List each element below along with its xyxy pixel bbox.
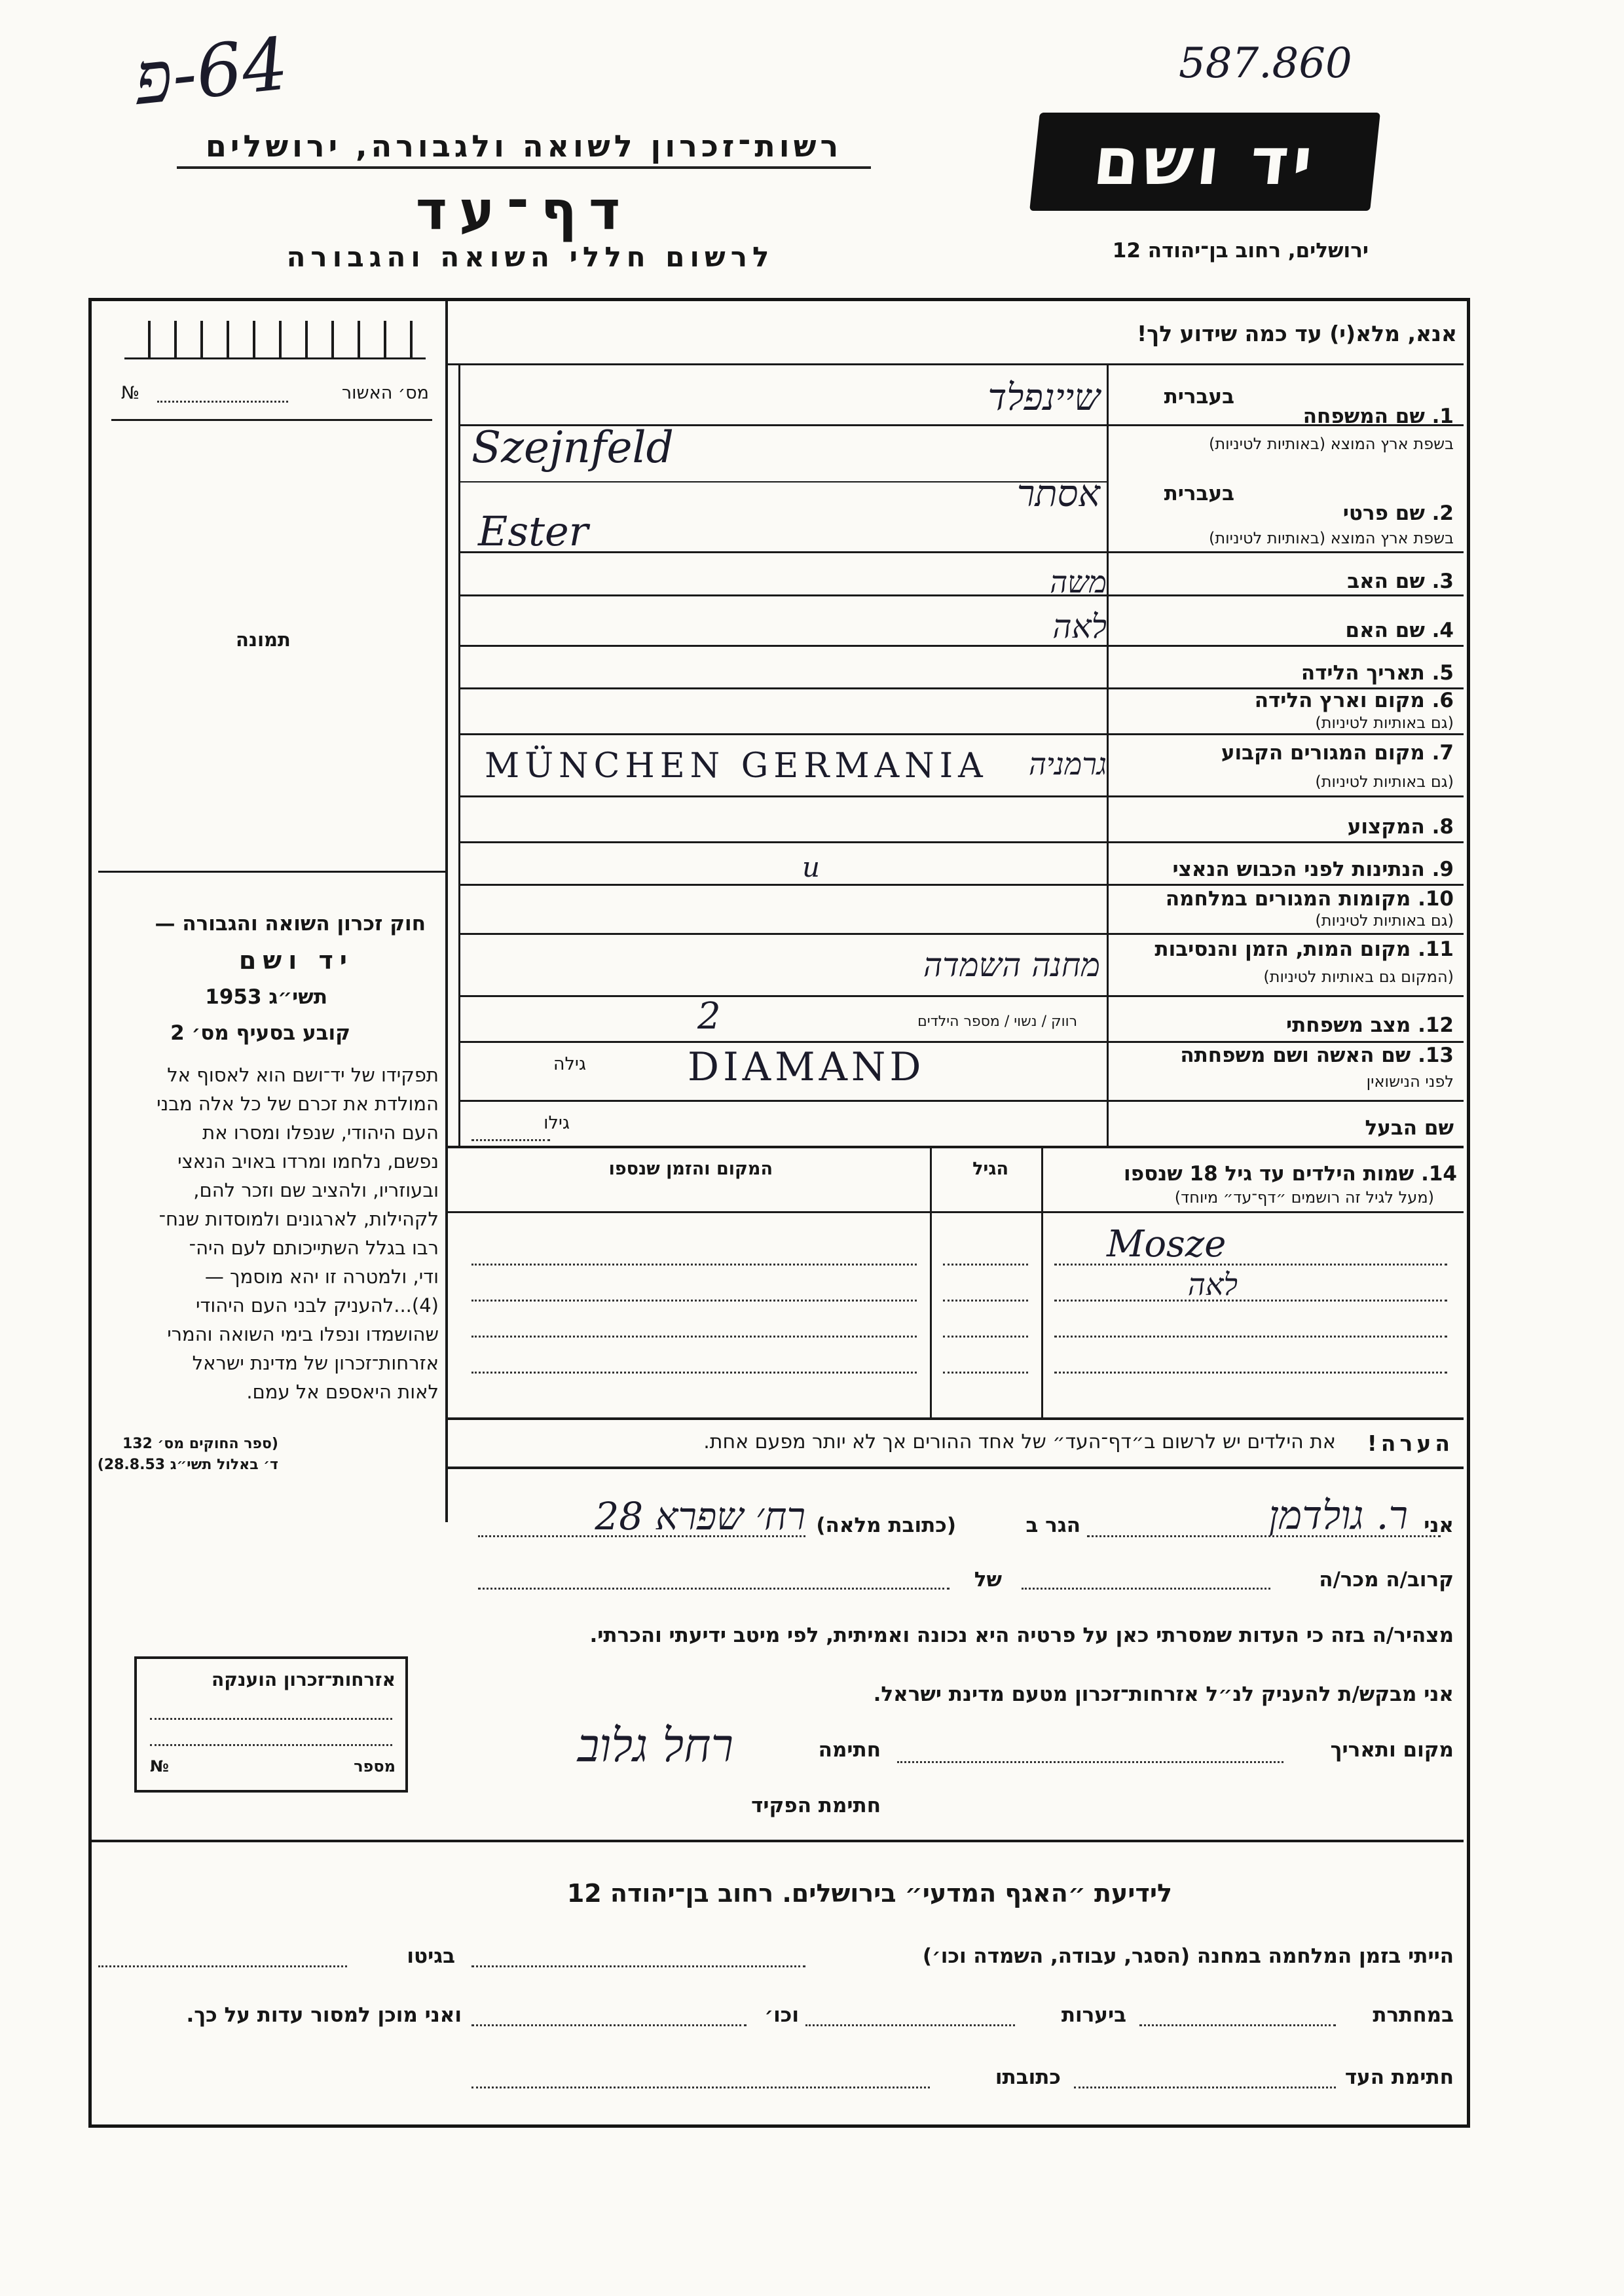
field-9-label: 9. הנתינות לפני הכבוש הנאצי [1172,858,1454,881]
intro-instruction: אנא, מלא(י) עד כמה שידוע לך! [1137,321,1457,346]
cert-number-label: מס׳ האשור [341,383,429,403]
law-line: לאות היאספם אל עמם. [246,1381,439,1403]
surname-hebrew: שיינפלד [987,376,1100,419]
field-1-sub: בשפת ארץ המוצא (באותיות לטיניות) [1209,435,1454,453]
field-2-label: 2. שם פרטי [1342,501,1454,525]
corner-note: 64-פ [130,22,292,121]
declaration-full-address: (כתובת מלאה) [816,1514,956,1537]
note-label: הערה! [1367,1430,1454,1456]
authority-line: רשות־זכרון לשואה ולגבורה, ירושלים [177,128,871,169]
first-name-latin: Ester [478,507,589,555]
field-7-sub: (גם באותיות לטיניות) [1315,773,1454,791]
law-line: לקהילות, לארגונים ולמוסדות שנח־ [158,1208,439,1230]
law-line: שהושמדו ונפלו בימי השואה והמרי [167,1323,439,1345]
field-13-label: 13. שם האשה ושם משפחתה [1180,1044,1454,1067]
husband-label: שם הבעל [1365,1116,1454,1140]
residence-hebrew: גרמניה [1028,746,1107,782]
field-1-hebrew: בעברית [1164,385,1234,409]
field-1-label: 1. שם המשפחה [1302,405,1454,428]
field-2-hebrew: בעברית [1164,482,1234,505]
field-3-label: 3. שם האב [1347,570,1454,593]
field-10-sub: (גם באותיות לטיניות) [1315,911,1454,930]
child-1-name: Mosze [1107,1223,1227,1266]
declaration-i: אני [1424,1514,1454,1537]
footer-ghetto: בגיטו [407,1944,455,1968]
field-7-label: 7. מקום המגורים הקבוע [1221,741,1454,765]
surname-latin: Szejnfeld [471,422,674,473]
box-no-mark: № [150,1757,169,1776]
field-8-label: 8. המקצוע [1347,815,1454,839]
field-5-label: 5. תאריך הלידה [1301,661,1454,685]
children-sub: (מעל לגיל זה רושמים ״דף־עד״ מיוחד) [1174,1188,1434,1207]
field-10-label: 10. מקומות המגורים במלחמה [1165,887,1454,911]
footer-camp-line: הייתי בזמן המלחמה במחנה (הסגר, עבודה, השמדה וכו׳) [922,1944,1454,1968]
declaration-resides: הגר ב [1025,1514,1080,1537]
children-label: 14. שמות הילדים עד גיל 18 שנספו [1124,1162,1457,1186]
children-count: 2 [697,995,721,1038]
law-line: ודי, ולמטרה זו יהא מוסמך — [204,1266,439,1288]
footer-ready: ואני מוכן למסור עדות על כך. [186,2003,462,2027]
header-address: ירושלים, רחוב בן־יהודה 12 [1112,239,1369,263]
law-line: (4)...להעניק לבני העם היהודי [196,1294,439,1317]
declaration-request: אני מבקש/ת להעניק לנ״ל אזרחות־זכרון מטעם מדינת ישראל. [873,1683,1454,1706]
footer-etc: וכו׳ [764,2003,799,2027]
husband-age-label: גילו [544,1113,570,1133]
field-13-sub: לפני הנישואין [1366,1072,1454,1091]
field-11-sub: (המקום גם באותיות לטיניות) [1263,968,1454,986]
field-12-options: רווק / נשוי / מספר הילדים [917,1013,1077,1030]
law-line: העם היהודי, שנפלו ומסרו את [202,1121,439,1144]
box-title: אזרחות־זכרון הוענקה [212,1669,396,1690]
place-date-label: מקום ותאריך [1330,1738,1454,1762]
death-place: מחנה השמדה [923,946,1100,984]
declaration-of: של [974,1568,1002,1592]
law-title: חוק זכרון השואה והגבורה — [155,912,426,936]
footer-witness-signature: חתימת העד [1344,2066,1454,2089]
witness-name: ר. גולדמן [1268,1493,1408,1539]
official-signature-label: חתימת הפקיד [751,1794,881,1817]
citizenship-mark: u [802,851,821,883]
wife-age-label: גילה [553,1054,586,1074]
witness-address: רח׳ שפרא 28 [595,1494,805,1539]
law-line: המולדת את זכרם של כל אלה מבני [157,1093,439,1115]
law-line: תפקידו של יד־ושם הוא לאסוף אל [167,1064,439,1086]
law-clause: קובע בסעיף מס׳ 2 [170,1021,350,1045]
child-2-name: לאה [1187,1267,1238,1302]
footer-underground: במחתרת [1373,2003,1454,2027]
field-11-label: 11. מקום המות, הזמן והנסיבות [1154,938,1454,961]
declaration-relative: קרוב/ה מכר/ה [1319,1568,1454,1592]
field-12-label: 12. מצב משפחתי [1285,1013,1454,1037]
field-6-label: 6. מקום וארץ הלידה [1254,689,1454,712]
photo-label: תמונה [236,629,291,651]
law-line: רבו בגלל השתייכותם לעם היה־ [189,1237,439,1259]
law-year: תשי״ג 1953 [205,985,327,1009]
cert-no-mark: № [121,383,140,403]
wife-maiden-name: DIAMAND [688,1044,925,1090]
cert-number-bars [124,321,426,360]
first-name-hebrew: אסתר [1016,473,1100,515]
declaration-statement: מצהיר/ה בזה כי העדות שמסרתי כאן על פרטיה היא נכונה ואמיתית, לפי מיטב ידיעתי והכרתי. [589,1624,1454,1647]
memorial-citizenship-box [134,1656,408,1793]
logo-text: יד ושם [1090,123,1320,200]
footer-forests: ביערות [1061,2003,1126,2027]
father-name: משה [1050,564,1107,600]
form-title: דף־עד [415,180,633,242]
law-line: נפשם, נלחמו ומרדו באויב הנאצי [177,1150,439,1173]
archive-number: 587.860 [1179,39,1352,88]
mother-name: לאה [1052,608,1107,646]
note-text: את הילדים יש לרשום ב״דף־העד״ של אחד ההורים אך לא יותר מפעם אחת. [703,1430,1336,1453]
field-6-sub: (גם באותיות לטיניות) [1315,714,1454,732]
field-4-label: 4. שם האם [1345,619,1454,642]
law-text [98,1061,439,1427]
footer-heading: לידיעת ״האגף המדעי״ בירושלים. רחוב בן־יהודה 12 [566,1879,1172,1908]
signature-label: חתימה [818,1738,881,1762]
sidebar-divider [445,301,448,1522]
footer-address: כתובתו [995,2066,1061,2089]
yad-vashem-logo [1029,113,1380,211]
law-line: ובעוזריו, ולהציב שם וזכר להם, [193,1179,439,1201]
col-place-label: המקום והזמן שנספו [608,1159,773,1179]
residence-latin: MÜNCHEN GERMANIA [485,746,988,786]
box-number-label: מספר [354,1757,396,1776]
field-2-sub: בשפת ארץ המוצא (באותיות לטיניות) [1209,529,1454,547]
gazette-ref: (ספר החוקים מס׳ 132 [122,1436,278,1452]
witness-signature: רחל גלוב [577,1719,733,1772]
gazette-date: ד׳ באלול תשי״ג 28.8.53) [97,1457,278,1473]
law-line: אזרחות־זכרון של מדינת ישראל [192,1352,439,1374]
col-age-label: הגיל [972,1159,1008,1179]
law-logo: יד ושם [238,946,354,975]
form-subtitle: לרשום חללי השואה והגבורה [286,241,775,273]
